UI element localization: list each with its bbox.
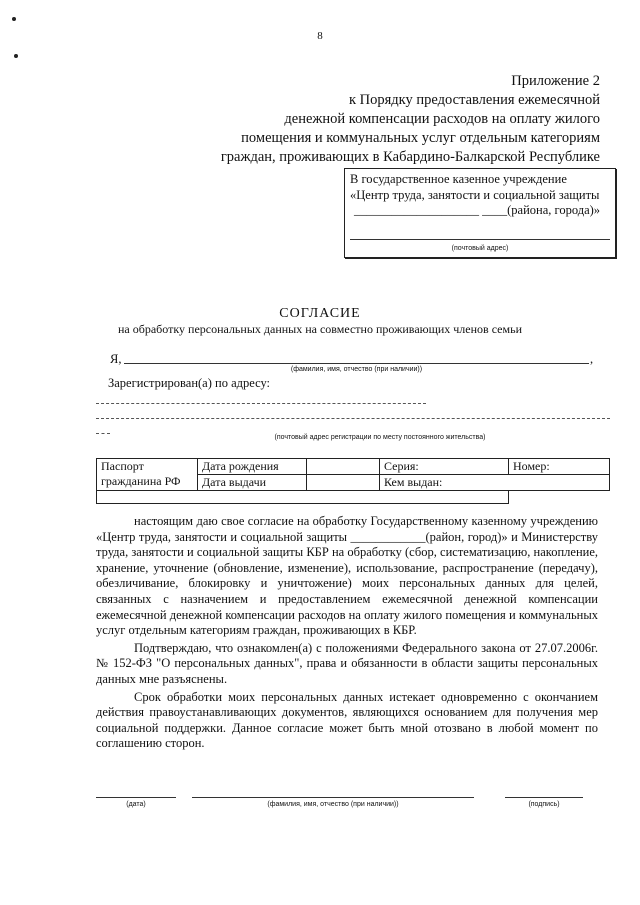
address-line-1: В государственное казенное учреждение [350,172,567,186]
address-line-3: ____________________ ____(района, города)» [354,203,601,217]
consent-paragraph-3: Срок обработки моих персональных данных истекает одновременно с окончанием действия правоустанавливающих документов, являющихся основанием для получения мер социальной поддержки. Данное согласие может быть мной отозвано в любой момент по соглашению сторон. [96,689,598,751]
passport-extra-row[interactable] [97,491,509,504]
i-label: Я, [110,352,122,366]
address-field-3[interactable] [96,433,110,434]
scan-mark [12,17,16,21]
birth-date-label: Дата рождения [198,459,307,475]
address-line-2: «Центр труда, занятости и социальной защиты [350,187,600,202]
consent-body [96,514,598,752]
i-end: , [590,352,594,366]
date-caption: (дата) [126,801,146,808]
appendix-header [140,72,600,167]
address-caption: (почтовый адрес регистрации по месту постоянного жительства) [274,434,486,441]
passport-label-cell [97,459,198,491]
document-title: СОГЛАСИЕ [279,306,361,321]
address-field-2[interactable] [96,418,610,419]
fio-caption: (фамилия, имя, отчество (при наличии)) [290,366,423,373]
address-box [344,168,616,258]
consent-paragraph-1: настоящим даю свое согласие на обработку Государственному казенному учреждению «Центр труда, занятости и социальной защиты ____________(район, город)» и Министерству труда, занятости и социальной защиты КБР на обработку (сбор, систематизацию, накопление, хранение, уточнение (обновление, изменение), использование, распространение (передачу), обезличивание, блокировку и уничтожение) моих персональных данных для целей, связанных с назначением и предоставлением ежемесячной денежной компенсации ежемесячной денежной компенсации расходов на оплату жилого помещения и коммунальных услуг отдельным категориям граждан, проживающих в КБР. [96,514,598,638]
passport-label: Паспорт гражданина РФ [101,459,181,488]
signature-fio-caption: (фамилия, имя, отчество (при наличии)) [267,801,399,808]
signature-field[interactable] [505,797,583,798]
appendix-line: Приложение 2 [511,73,600,89]
number-label: Номер: [509,459,610,475]
postal-address-caption: (почтовый адрес) [451,244,509,252]
passport-table [96,458,610,504]
signature-fio-field[interactable] [192,797,474,798]
appendix-line: граждан, проживающих в Кабардино-Балкарской Республике [220,149,600,165]
document-subtitle: на обработку персональных данных на совместно проживающих членов семьи [117,322,522,336]
address-field-1[interactable] [96,403,426,404]
registered-label: Зарегистрирован(а) по адресу: [108,376,271,390]
page-number: 8 [317,30,323,42]
appendix-line: к Порядку предоставления ежемесячной [348,92,600,108]
signature-caption: (подпись) [528,801,560,808]
scan-mark [14,54,18,58]
issued-by-label: Кем выдан: [380,475,610,491]
date-field[interactable] [96,797,176,798]
series-label: Серия: [380,459,509,475]
appendix-line: помещения и коммунальных услуг отдельным категориям [241,130,600,146]
issue-date-label: Дата выдачи [198,475,307,491]
issue-date-value[interactable] [307,475,380,491]
birth-date-value[interactable] [307,459,380,475]
postal-address-field[interactable] [350,225,610,240]
consent-paragraph-2: Подтверждаю, что ознакомлен(а) с положениями Федерального закона от 27.07.2006г. № 152-ФЗ "О персональных данных", права и обязанности в области защиты персональных данных мне разъяснены. [96,640,598,686]
fio-field[interactable] [124,363,589,364]
appendix-line: денежной компенсации расходов на оплату жилого [284,111,600,127]
